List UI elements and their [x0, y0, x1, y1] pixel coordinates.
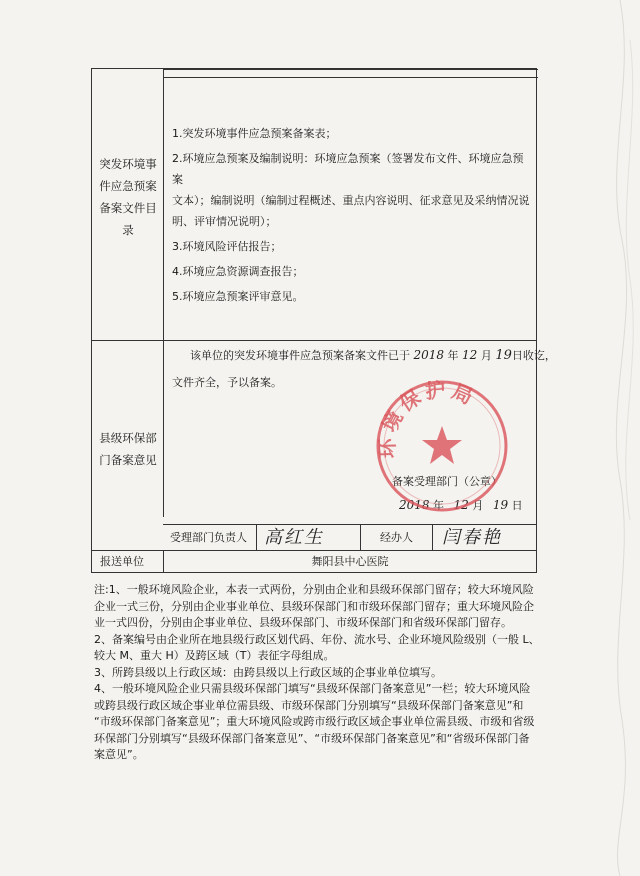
stamp-date: 2018 年 12 月 19 日 — [399, 498, 523, 512]
column-divider — [163, 69, 164, 517]
note-line: 环保部门分别填写“县级环保部门备案意见”、“市级环保部门备案意见”和“省级环保部门备 — [94, 731, 530, 745]
opinion-text-line2: 文件齐全，予以备案。 — [172, 376, 282, 389]
handler-label: 经办人 — [380, 531, 413, 544]
note-line: 案意见”。 — [94, 748, 144, 761]
seal-text: 环境保护局 — [374, 377, 481, 459]
note-line: 4、一般环境风险企业只需县级环保部门填写“县级环保部门备案意见”一栏；较大环境风险 — [94, 682, 531, 695]
file-item: 5.环境应急预案评审意见。 — [172, 290, 304, 303]
note-line: “市级环保部门备案意见”；重大环境风险或跨市级行政区域企事业单位需县级、市级和省级 — [94, 715, 535, 728]
file-item: 1.突发环境事件应急预案备案表； — [172, 127, 337, 140]
svg-text:环境保护局 — [375, 377, 480, 458]
handwritten-month: 12 — [462, 348, 478, 362]
notes-section — [94, 582, 540, 764]
seal-star-icon — [422, 426, 462, 464]
file-item: 3.环境风险评估报告； — [172, 240, 282, 253]
note-line: 2、备案编号由企业所在地县级行政区划代码、年份、流水号、企业环境风险级别（一般 L、 — [94, 632, 540, 646]
note-line: 企业一式三份，分别由企业事业单位、县级环保部门和市级环保部门留存；重大环境风险企 — [94, 599, 534, 613]
responsible-signature: 高红生 — [264, 527, 324, 548]
note-line: 业一式四份，分别由企事业单位、县级环保部门、市级环保部门和省级环保部门留存。 — [94, 616, 512, 629]
file-item: 4.环境应急资源调查报告； — [172, 265, 304, 278]
note-line: 较大 M、重大 H）及跨区域（T）表征字母组成。 — [94, 649, 335, 662]
responsible-label: 受理部门负责人 — [170, 531, 247, 544]
report-unit-label: 报送单位 — [100, 555, 144, 568]
official-seal — [372, 376, 512, 516]
note-line: 或跨县级行政区域企事业单位需县级、市级环保部门分别填写“县级环保部门备案意见”和 — [94, 698, 524, 712]
handwritten-day: 19 — [495, 348, 512, 363]
county-opinion-label: 县级环保部 门备案意见 — [99, 431, 157, 467]
dept-stamp-label: 备案受理部门（公章） — [392, 475, 502, 488]
handwritten-year: 2018 — [413, 348, 445, 362]
file-item: 2.环境应急预案及编制说明：环境应急预案（签署发布文件、环境应急预案 — [172, 152, 524, 186]
file-list — [172, 123, 534, 307]
handler-signature: 闫春艳 — [442, 527, 502, 548]
report-unit-name: 舞阳县中心医院 — [311, 555, 389, 568]
note-line: 注:1、一般环境风险企业，本表一式两份，分别由企业和县级环保部门留存；较大环境风险 — [94, 583, 534, 596]
file-item: 文本）；编制说明（编制过程概述、重点内容说明、征求意见及采纳情况说 — [172, 194, 530, 207]
file-list-label: 突发环境事 件应急预案 备案文件目 录 — [99, 157, 157, 237]
file-item: 明、评审情况说明）； — [172, 215, 277, 228]
page-edge-decoration — [600, 0, 640, 876]
row-divider-1 — [92, 340, 536, 341]
note-line: 3、所跨县级以上行政区域：由跨县级以上行政区域的企事业单位填写。 — [94, 665, 442, 679]
top-inner-line — [163, 77, 538, 78]
opinion-text: 该单位的突发环境事件应急预案备案文件已于 2018 年 12 月 19日收讫， — [190, 348, 556, 363]
